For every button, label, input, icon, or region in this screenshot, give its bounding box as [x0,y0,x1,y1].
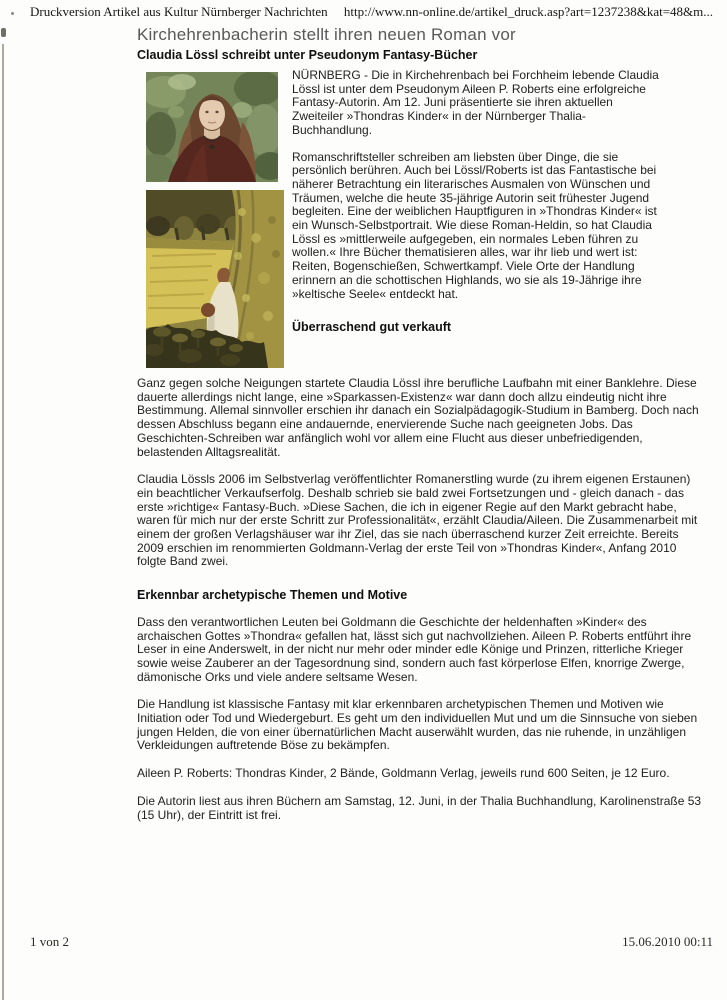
article-column-text: Romanschriftsteller schreiben am liebsten über Dinge, die sie persönlich berühren. Auch bei Lössl/Roberts ist das Fantastische bei näherer Betrachtung ein literarisches Ausmalen von Wünschen und Träumen, welche die heute 35-jährige Autorin seit frühester Jugend begleiten. Eine der weiblichen Hauptfiguren in »Thondras Kinder« ist ein Wunsch-Selbstportrait. Wie diese Roman-Heldin, so hat Claudia Lössl es »mittlerweile aufgegeben, ein normales Leben führen zu wollen.« Ihre Bücher thematisieren alles, war ihr lieb und wert ist: Reiten, Bogenschießen, Schwertkampf. Viele Orte der Handlung erinnern an die schottischen Highlands, wo sie als 19-Jährige ihre »keltische Seele« entdeckt hat. [292,149,657,301]
print-timestamp: 15.06.2010 00:11 [622,934,713,949]
paragraph-buchinfo: Aileen P. Roberts: Thondras Kinder, 2 Bände, Goldmann Verlag, jeweils rund 600 Seiten, je 12 Euro. [137,766,670,781]
paragraph-selbstverlag: Claudia Lössls 2006 im Selbstverlag veröffentlichter Romanerstling wurde (zu ihrem eigenen Erstaunen) ein beachtlicher Verkaufserfolg. Deshalb schrieb sie bald zwei Fortsetzungen und - gleich danach - das erste »richtige« Fantasy-Buch. »Diese Sachen, die ich in eigener Regie auf den Markt gebracht habe, waren für mich nur der erste Schritt zur Professionalität«, erzählt Claudia/Aileen. Die Zusammenarbeit mit einem der großen Verlagshäuser war ihr Ziel, das sie nach überraschend kurzer Zeit erreichte. Bereits 2009 erschien im renommierten Goldmann-Verlag der erste Teil von »Thondras Kinder«, Anfang 2010 folgte Band zwei. [137,472,698,569]
author-portrait-photo [146,72,278,182]
scan-artifact-mark [1,28,6,37]
fantasy-painting-image [146,190,284,368]
subheading-verkauft: Überraschend gut verkauft [292,320,452,335]
article-title: Kirchehrenbacherin stellt ihren neuen Roman vor [137,25,516,44]
print-header-source: Druckversion Artikel aus Kultur Nürnberger Nachrichten [30,4,328,19]
paragraph-banklehre: Ganz gegen solche Neigungen startete Claudia Lössl ihre berufliche Laufbahn mit einer Banklehre. Diese dauerte allerdings nicht lange, eine »Sparkassen-Existenz« war dann doch allzu eindeutig nicht ihre Bestimmung. Allemal sinnvoller erschien ihr danach ein Sozialpädagogik-Studium in Bamberg. Doch nach dessen Abschluss begann eine andauernde, enervierende Suche nach geeigneten Jobs. Das Geschichten-Schreiben war anfänglich wohl vor allem eine Flucht aus dieser unbefriedigenden, belastenden Alltagsrealität. [137,376,699,459]
paragraph-lesung: Die Autorin liest aus ihren Büchern am Samstag, 12. Juni, in der Thalia Buchhandlung, Karolinenstraße 53 (15 Uhr), der Eintritt ist frei. [137,793,702,822]
article-body [137,377,705,836]
subheading-motive: Erkennbar archetypische Themen und Motive [137,588,408,603]
print-header [30,4,713,20]
article-lead: NÜRNBERG - Die in Kirchehrenbach bei Forchheim lebende Claudia Lössl ist unter dem Pseudonym Aileen P. Roberts eine erfolgreiche Fantasy-Autorin. Am 12. Juni präsentierte sie ihren aktuellen Zweiteiler »Thondras Kinder« in der Nürnberger Thalia-Buchhandlung. [292,68,659,137]
print-footer [30,934,713,950]
paragraph-goldmann: Dass den verantwortlichen Leuten bei Goldmann die Geschichte der heldenhaften »Kinder« des archaischen Gottes »Thondra« gefallen hat, lässt sich gut nachvollziehen. Aileen P. Roberts entführt ihre Leser in eine Anderswelt, in der nicht nur mehr oder minder edle Könige und Prinzen, ritterliche Krieger sowie weise Zauberer an der Tagesordnung sind, sondern auch fast körperlose Elfen, knorrige Zwerge, dämonische Orks und viele andere seltsame Wesen. [137,614,692,684]
scan-artifact-line [2,44,4,1000]
print-header-url: http://www.nn-online.de/artikel_druck.asp?art=1237238&kat=48&m... [343,4,713,19]
paragraph-handlung: Die Handlung ist klassische Fantasy mit klar erkennbaren archetypischen Themen und Motiven wie Initiation oder Tod und Wiedergeburt. Es geht um den individuellen Mut und um die Sinnsuche von sieben jungen Helden, die von einer übernatürlichen Macht auserwählt wurden, das nie ruhende, in unzähligen Verkleidungen auftretende Böse zu bekämpfen. [137,697,698,753]
article-subtitle: Claudia Lössl schreibt unter Pseudonym Fantasy-Bücher [137,48,478,62]
page-number: 1 von 2 [30,934,69,949]
article-media-column [146,72,286,368]
article-intro-column [292,69,664,335]
scan-artifact-dot [11,12,14,15]
